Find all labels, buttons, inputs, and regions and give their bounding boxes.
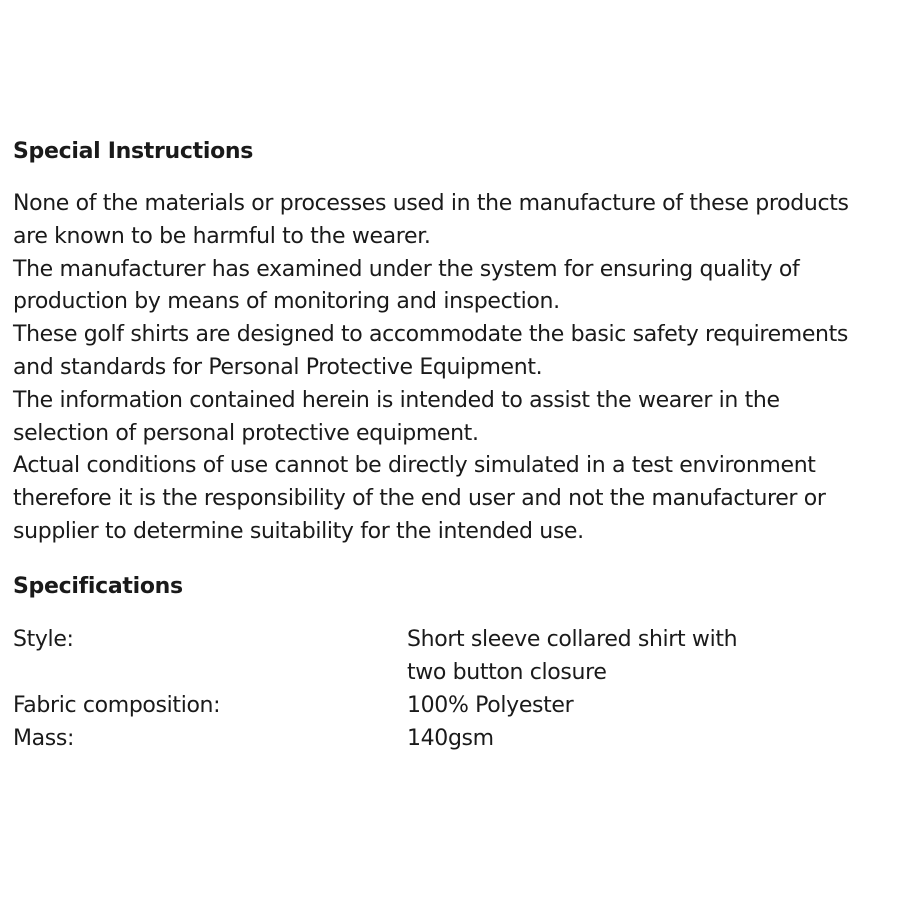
spec-value [407,623,897,689]
spec-value-line: two button closure [407,659,607,685]
specifications-table [13,623,897,755]
document [13,136,897,755]
text-line: The information contained herein is intended to assist the wearer in the [13,387,780,413]
text-line: therefore it is the responsibility of the end user and not the manufacturer or [13,486,826,512]
special-instructions-heading: Special Instructions [13,139,254,164]
text-line: and standards for Personal Protective Equipment. [13,354,543,380]
specifications-heading: Specifications [13,573,183,599]
text-line: supplier to determine suitability for the intended use. [13,518,584,544]
text-line: Actual conditions of use cannot be directly simulated in a test environment [13,453,816,479]
spec-value [407,722,897,755]
spec-row-style [13,623,897,689]
spec-value [407,689,897,722]
text-line: The manufacturer has examined under the system for ensuring quality of [13,256,800,282]
text-line: production by means of monitoring and inspection. [13,289,560,315]
spec-label: Fabric composition: [13,692,221,718]
spec-row-mass [13,722,897,755]
text-line: These golf shirts are designed to accommodate the basic safety requirements [13,322,849,348]
text-line: are known to be harmful to the wearer. [13,223,431,249]
text-line: None of the materials or processes used in the manufacture of these products [13,191,849,216]
spec-label: Style: [13,626,74,652]
spec-value-line: 140gsm [407,725,494,751]
spec-row-fabric [13,689,897,722]
special-instructions-text [13,188,897,549]
spec-value-line: Short sleeve collared shirt with [407,626,738,652]
text-line: selection of personal protective equipment. [13,420,479,446]
spec-label: Mass: [13,725,75,751]
spec-value-line: 100% Polyester [407,692,574,718]
